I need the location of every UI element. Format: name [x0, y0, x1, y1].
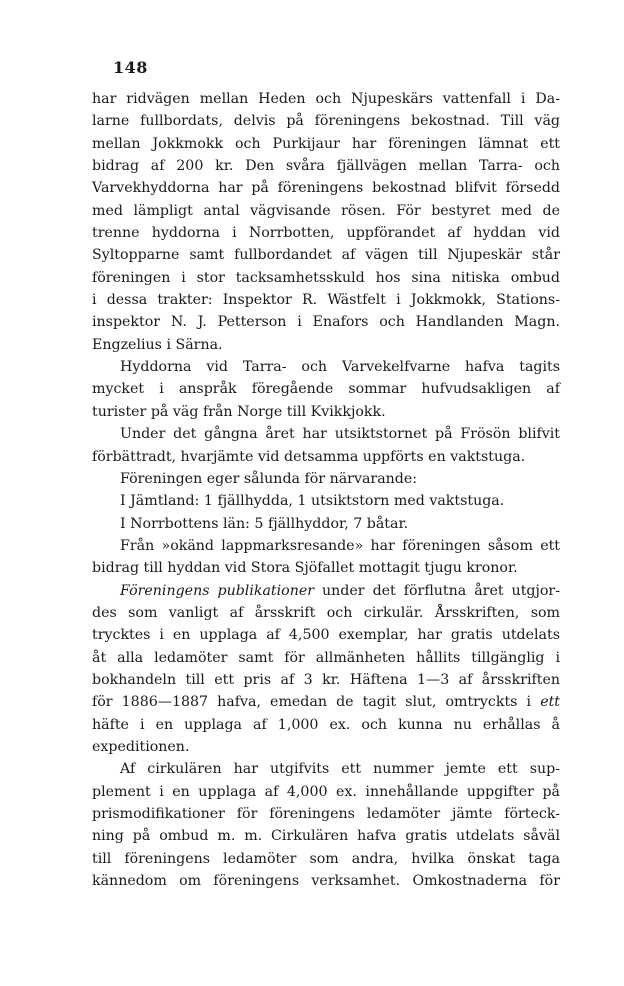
text-line: i dessa trakter: Inspektor R. Wästfelt i Jokkmokk, Stations-	[92, 292, 560, 309]
text-line: Engzelius i Särna.	[92, 336, 223, 353]
text-line: Från »okänd lappmarksresande» har föreningen såsom ett	[120, 537, 560, 554]
text-line: turister på väg från Norge till Kvikkjokk.	[92, 403, 386, 420]
text-line: bidrag af 200 kr. Den svåra fjällvägen mellan Tarra- och	[92, 158, 560, 175]
text-line: mycket i anspråk föregående sommar hufvudsakligen af	[92, 381, 560, 398]
text-line: Varvekhyddorna har på föreningens bekostnad blifvit försedd	[92, 180, 560, 197]
italic-heading: Föreningens publikationer	[120, 582, 315, 599]
body-text	[92, 88, 560, 892]
text-line: mellan Jokkmokk och Purkijaur har föreningen lämnat ett	[92, 135, 560, 152]
text-line: I Jämtland: 1 fjällhydda, 1 utsiktstorn med vaktstuga.	[120, 493, 505, 510]
text-line: häfte i en upplaga af 1,000 ex. och kunna nu erhållas å	[92, 716, 560, 733]
text-line: bidrag till hyddan vid Stora Sjöfallet mottagit tjugu kronor.	[92, 560, 518, 577]
text-line: des som vanligt af årsskrift och cirkulär. Årsskriften, som	[92, 604, 560, 621]
page-number: 148	[113, 58, 148, 77]
text-line: med lämpligt antal vägvisande rösen. För bestyret med de	[92, 202, 560, 219]
text-line: inspektor N. J. Petterson i Enafors och Handlanden Magn.	[92, 314, 560, 331]
text-line: prismodifikationer för föreningens ledamöter jämte förteck-	[92, 806, 560, 822]
text-line: expeditionen.	[92, 738, 190, 755]
text-line: larne fullbordats, delvis på föreningens bekostnad. Till väg	[92, 113, 560, 130]
text-line: Af cirkulären har utgifvits ett nummer jemte ett sup-	[120, 761, 560, 778]
text-line: Under det gångna året har utsiktstornet på Frösön blifvit	[120, 426, 560, 443]
text-line: Föreningen eger sålunda för närvarande:	[120, 470, 418, 487]
text-line: Hyddorna vid Tarra- och Varvekelfvarne hafva tagits	[120, 359, 560, 376]
text-line: trycktes i en upplaga af 4,500 exemplar, har gratis utdelats	[92, 627, 560, 644]
text-line: I Norrbottens län: 5 fjällhyddor, 7 båtar.	[120, 515, 409, 532]
text-line: trenne hyddorna i Norrbotten, uppförandet af hyddan vid	[92, 225, 560, 242]
line-text: för 1886—1887 hafva, emedan de tagit slut, omtryckts i	[92, 694, 532, 711]
italic-word: ett	[540, 694, 560, 711]
text-line: ning på ombud m. m. Cirkulären hafva gratis utdelats såväl	[92, 828, 560, 845]
text-line: kännedom om föreningens verksamhet. Omkostnaderna för	[92, 873, 560, 890]
text-line: föreningen i stor tacksamhetsskuld hos sina nitiska ombud	[92, 269, 560, 286]
line-text: under det förflutna året utgjor-	[314, 582, 560, 599]
text-line	[92, 691, 560, 713]
text-line: har ridvägen mellan Heden och Njupeskärs vattenfall i Da-	[92, 91, 560, 107]
text-line: till föreningens ledamöter som andra, hvilka önskat taga	[92, 850, 560, 867]
text-line: åt alla ledamöter samt för allmänheten hållits tillgänglig i	[92, 649, 560, 666]
text-line: bokhandeln till ett pris af 3 kr. Häftena 1—3 af årsskriften	[92, 671, 560, 688]
text-line: förbättradt, hvarjämte vid detsamma uppförts en vaktstuga.	[92, 448, 526, 465]
text-line: Syltopparne samt fullbordandet af vägen till Njupeskär står	[92, 247, 560, 264]
text-line: plement i en upplaga af 4,000 ex. innehållande uppgifter på	[92, 783, 560, 800]
text-line	[92, 580, 560, 602]
